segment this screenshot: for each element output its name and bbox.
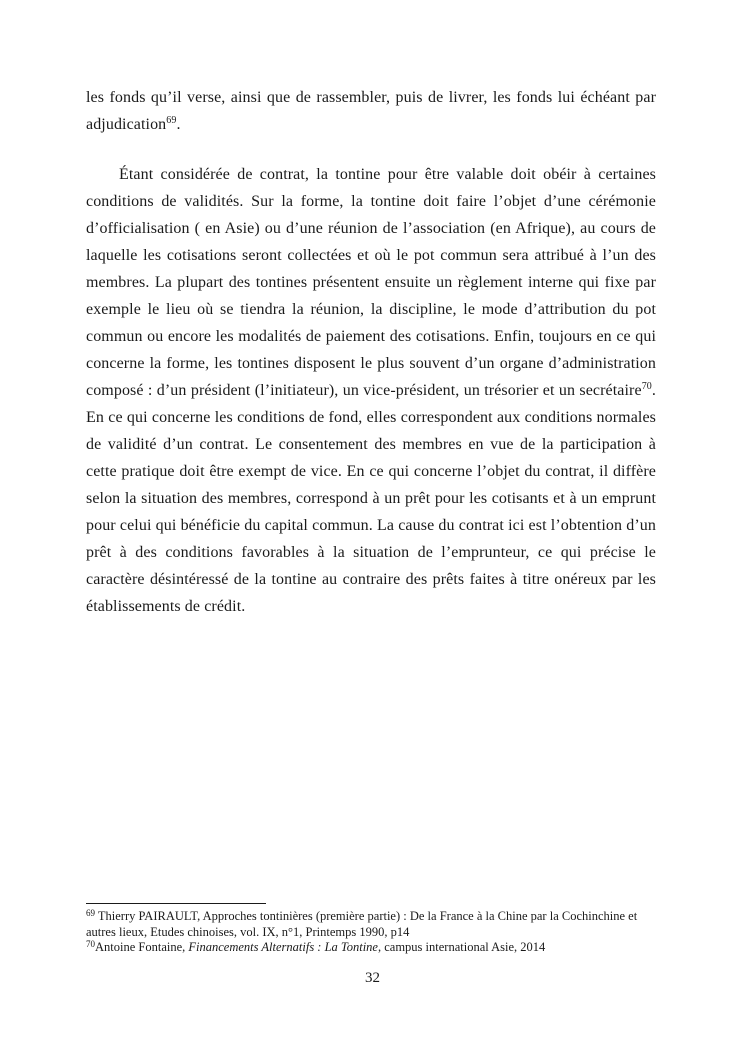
para1-footnote-ref: 69 [166, 115, 177, 126]
para2-text-continued: . En ce qui concerne les conditions de fond, elles correspondent aux conditions normales de validité d’un contrat. Le consentement des membres en vue de la participation à cette pratique doit être exempt de vice. En ce qui concerne l’objet du contrat, il diffère selon la situation des membres, correspond à un prêt pour les cotisants et à un emprunt pour celui qui bénéficie du capital commun. La cause du contrat ici est l’obtention d’un prêt à des conditions favorables à la situation de l’emprunteur, ce qui précise le caractère désintéressé de la tontine au contraire des prêts faites à titre onéreux par les établissements de crédit. [86, 382, 656, 615]
footnote-69 [86, 909, 656, 940]
footnote-separator-rule [86, 903, 266, 904]
body-text [86, 84, 656, 620]
footnote-70-tail: , campus international Asie, 2014 [377, 940, 546, 954]
footnote-69-ref: 69 [86, 908, 95, 918]
para2-footnote-ref: 70 [641, 381, 652, 392]
body-paragraph-2 [86, 161, 656, 620]
footnote-70-title-italic: Financements Alternatifs : La Tontine [188, 940, 378, 954]
para1-text: les fonds qu’il verse, ainsi que de rassembler, puis de livrer, les fonds lui échéant par adjudication [86, 89, 656, 133]
footnote-70-author: Antoine Fontaine, [95, 940, 189, 954]
footnote-70 [86, 940, 656, 956]
footnote-70-ref: 70 [86, 939, 95, 949]
footnotes-section [86, 903, 656, 956]
para1-period: . [176, 116, 181, 133]
footnote-69-text: Thierry PAIRAULT, Approches tontinières (première partie) : De la France à la Chine par la Cochinchine et autres lieux, Etudes chinoises, vol. IX, n°1, Printemps 1990, p14 [86, 909, 638, 939]
para2-text: Étant considérée de contrat, la tontine pour être valable doit obéir à certaines conditions de validités. Sur la forme, la tontine doit faire l’objet d’une cérémonie d’officialisation ( en Asie) ou d’une réunion de l’association (en Afrique), au cours de laquelle les cotisations seront collectées et où le pot commun sera attribué à l’un des membres. La plupart des tontines présentent ensuite un règlement interne qui fixe par exemple le lieu où se tiendra la réunion, la discipline, le mode d’attribution du pot commun ou encore les modalités de paiement des cotisations. Enfin, toujours en ce qui concerne la forme, les tontines disposent le plus souvent d’un organe d’administration composé : d’un président (l’initiateur), un vice-président, un trésorier et un secrétaire [86, 166, 656, 399]
page-number: 32 [365, 970, 380, 986]
body-paragraph-1 [86, 84, 656, 138]
